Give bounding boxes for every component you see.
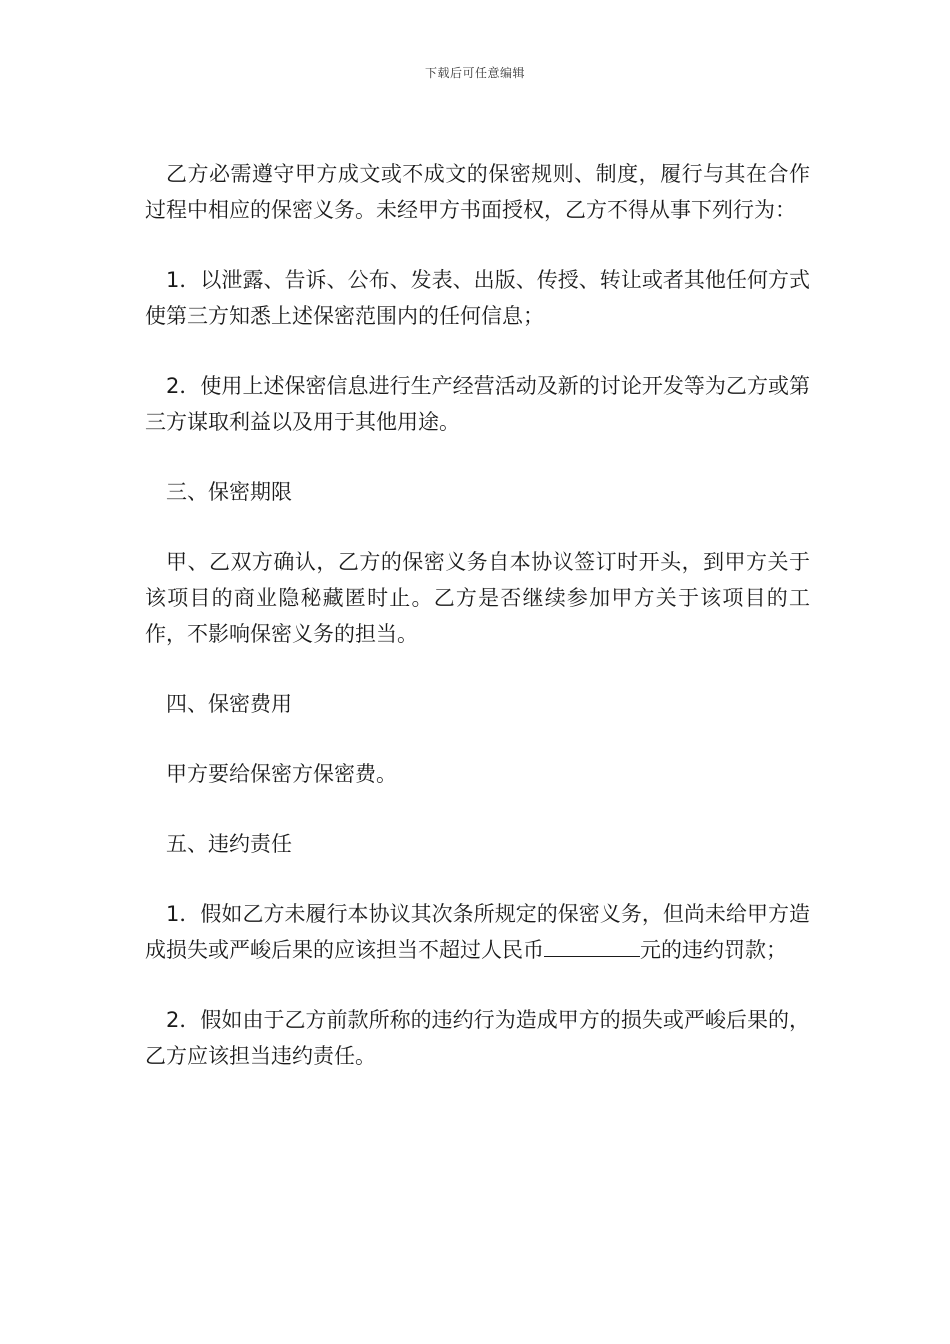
paragraph-prohibited-act-2: 2．使用上述保密信息进行生产经营活动及新的讨论开发等为乙方或第三方谋取利益以及用于其他用途。 xyxy=(145,374,810,434)
section-heading-liability: 五、违约责任 xyxy=(166,832,292,856)
section-heading-term: 三、保密期限 xyxy=(166,480,292,504)
paragraph-liability-1 xyxy=(145,896,810,968)
paragraph-term: 甲、乙双方确认，乙方的保密义务自本协议签订时开头，到甲方关于该项目的商业隐秘藏匿时止。乙方是否继续参加甲方关于该项目的工作，不影响保密义务的担当。 xyxy=(145,550,810,646)
section-heading-fees: 四、保密费用 xyxy=(166,692,292,716)
paragraph-prohibited-act-1: 1．以泄露、告诉、公布、发表、出版、传授、转让或者其他任何方式使第三方知悉上述保密范围内的任何信息； xyxy=(145,268,810,328)
paragraph-liability-1-text: 1．假如乙方未履行本协议其次条所规定的保密义务，但尚未给甲方造成损失或严峻后果的应该担当不超过人民币 xyxy=(145,902,810,962)
paragraph-liability-2: 2．假如由于乙方前款所称的违约行为造成甲方的损失或严峻后果的，乙方应该担当违约责任。 xyxy=(145,1008,810,1068)
paragraph-confidentiality-obligation: 乙方必需遵守甲方成文或不成文的保密规则、制度，履行与其在合作过程中相应的保密义务。未经甲方书面授权，乙方不得从事下列行为： xyxy=(145,162,810,222)
amount-blank-line xyxy=(544,934,640,957)
paragraph-fees: 甲方要给保密方保密费。 xyxy=(166,762,397,786)
page-header-note: 下载后可任意编辑 xyxy=(424,66,525,80)
document-body xyxy=(145,156,810,1074)
paragraph-liability-1-tail: 元的违约罚款； xyxy=(640,938,787,962)
